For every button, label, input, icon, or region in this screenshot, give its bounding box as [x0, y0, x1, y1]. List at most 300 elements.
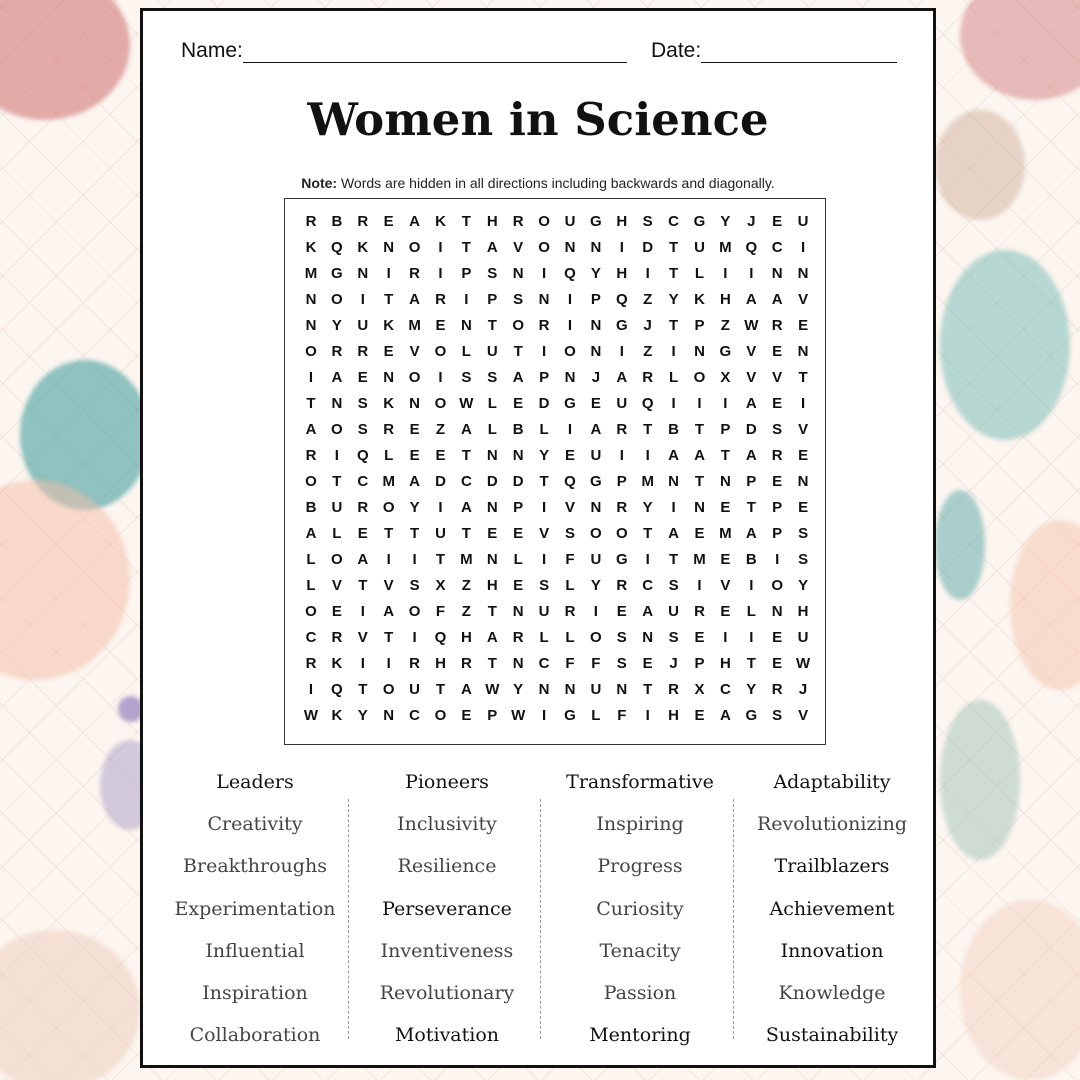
grid-letter[interactable]: D [642, 239, 654, 256]
grid-letter[interactable]: F [591, 655, 601, 672]
grid-letter[interactable]: U [331, 499, 343, 516]
grid-letter[interactable]: N [486, 447, 498, 464]
grid-letter[interactable]: L [306, 551, 316, 568]
grid-letter[interactable]: H [616, 213, 628, 230]
grid-letter[interactable]: I [645, 707, 650, 724]
grid-letter[interactable]: N [305, 317, 317, 334]
grid-letter[interactable]: R [409, 655, 421, 672]
grid-letter[interactable]: I [619, 343, 624, 360]
grid-letter[interactable]: T [461, 213, 471, 230]
grid-letter[interactable]: I [412, 629, 417, 646]
grid-letter[interactable]: U [357, 317, 369, 334]
grid-letter[interactable]: I [697, 577, 702, 594]
grid-letter[interactable]: S [668, 577, 679, 594]
grid-letter[interactable]: R [616, 421, 628, 438]
grid-letter[interactable]: H [719, 291, 731, 308]
grid-letter[interactable]: T [384, 629, 394, 646]
grid-letter[interactable]: I [438, 239, 443, 256]
grid-letter[interactable]: W [303, 707, 319, 724]
grid-letter[interactable]: Z [643, 343, 653, 360]
grid-letter[interactable]: H [486, 577, 498, 594]
grid-letter[interactable]: D [486, 473, 498, 490]
grid-letter[interactable]: S [513, 291, 524, 308]
grid-letter[interactable]: G [564, 395, 576, 412]
grid-letter[interactable]: N [357, 265, 369, 282]
grid-letter[interactable]: X [435, 577, 446, 594]
grid-letter[interactable]: U [797, 213, 809, 230]
grid-letter[interactable]: P [616, 473, 627, 490]
grid-letter[interactable]: O [512, 317, 525, 334]
grid-letter[interactable]: X [694, 681, 705, 698]
grid-letter[interactable]: O [305, 473, 317, 490]
grid-letter[interactable]: S [798, 551, 809, 568]
grid-letter[interactable]: U [616, 395, 628, 412]
grid-letter[interactable]: R [771, 681, 783, 698]
grid-letter[interactable]: A [331, 369, 343, 386]
grid-letter[interactable]: E [357, 525, 368, 542]
grid-letter[interactable]: L [487, 421, 497, 438]
grid-letter[interactable]: N [512, 447, 524, 464]
grid-letter[interactable]: A [460, 681, 472, 698]
grid-letter[interactable]: P [694, 317, 705, 334]
grid-letter[interactable]: T [694, 421, 705, 438]
grid-letter[interactable]: E [357, 369, 368, 386]
grid-letter[interactable]: O [771, 577, 784, 594]
grid-letter[interactable]: I [542, 707, 547, 724]
grid-letter[interactable]: Y [357, 707, 368, 724]
grid-letter[interactable]: V [798, 291, 809, 308]
grid-letter[interactable]: I [386, 265, 391, 282]
grid-letter[interactable]: B [305, 499, 317, 516]
grid-letter[interactable]: T [746, 655, 756, 672]
grid-letter[interactable]: N [383, 239, 395, 256]
grid-letter[interactable]: S [461, 369, 472, 386]
grid-letter[interactable]: H [486, 213, 498, 230]
grid-letter[interactable]: A [305, 421, 317, 438]
grid-letter[interactable]: O [331, 551, 343, 568]
grid-letter[interactable]: V [539, 525, 550, 542]
grid-letter[interactable]: T [306, 395, 316, 412]
grid-letter[interactable]: I [645, 265, 650, 282]
grid-letter[interactable]: Z [461, 577, 471, 594]
grid-letter[interactable]: P [720, 421, 731, 438]
grid-letter[interactable]: I [412, 551, 417, 568]
grid-letter[interactable]: P [513, 499, 524, 516]
grid-letter[interactable]: R [694, 603, 705, 620]
grid-letter[interactable]: E [513, 525, 524, 542]
grid-letter[interactable]: L [565, 577, 575, 594]
grid-letter[interactable]: D [745, 421, 757, 438]
grid-letter[interactable]: N [409, 395, 421, 412]
grid-letter[interactable]: A [745, 291, 757, 308]
grid-letter[interactable]: D [538, 395, 550, 412]
grid-letter[interactable]: I [723, 395, 728, 412]
grid-letter[interactable]: T [669, 265, 679, 282]
grid-letter[interactable]: C [668, 213, 680, 230]
grid-letter[interactable]: A [409, 291, 421, 308]
grid-letter[interactable]: E [720, 499, 731, 516]
grid-letter[interactable]: O [434, 343, 447, 360]
grid-letter[interactable]: C [642, 577, 654, 594]
grid-letter[interactable]: R [357, 343, 369, 360]
grid-letter[interactable]: M [719, 525, 732, 542]
grid-letter[interactable]: L [694, 265, 705, 282]
grid-letter[interactable]: H [668, 707, 680, 724]
grid-letter[interactable]: O [564, 343, 576, 360]
grid-letter[interactable]: T [669, 317, 679, 334]
grid-letter[interactable]: R [771, 447, 783, 464]
grid-letter[interactable]: V [409, 343, 420, 360]
grid-letter[interactable]: I [593, 603, 598, 620]
grid-letter[interactable]: R [460, 655, 472, 672]
grid-letter[interactable]: O [538, 239, 550, 256]
grid-letter[interactable]: N [486, 499, 498, 516]
grid-letter[interactable]: I [334, 447, 339, 464]
grid-letter[interactable]: I [542, 551, 547, 568]
grid-letter[interactable]: T [643, 421, 653, 438]
grid-letter[interactable]: S [616, 629, 627, 646]
grid-letter[interactable]: T [643, 681, 653, 698]
grid-letter[interactable]: S [487, 265, 498, 282]
grid-letter[interactable]: V [798, 421, 809, 438]
grid-letter[interactable]: E [694, 629, 705, 646]
grid-letter[interactable]: O [331, 421, 343, 438]
grid-letter[interactable]: Q [745, 239, 758, 256]
grid-letter[interactable]: M [460, 551, 473, 568]
grid-letter[interactable]: P [772, 499, 783, 516]
grid-letter[interactable]: N [564, 239, 576, 256]
grid-letter[interactable]: N [512, 603, 524, 620]
grid-letter[interactable]: Q [564, 473, 576, 490]
grid-letter[interactable]: A [616, 369, 628, 386]
grid-letter[interactable]: V [798, 707, 809, 724]
grid-letter[interactable]: Q [331, 681, 343, 698]
grid-letter[interactable]: I [775, 551, 780, 568]
grid-letter[interactable]: N [512, 265, 524, 282]
grid-letter[interactable]: O [408, 603, 421, 620]
grid-letter[interactable]: Y [513, 681, 524, 698]
grid-letter[interactable]: G [745, 707, 758, 724]
grid-letter[interactable]: N [383, 369, 395, 386]
grid-letter[interactable]: O [382, 681, 395, 698]
grid-letter[interactable]: M [408, 317, 421, 334]
grid-letter[interactable]: A [409, 213, 421, 230]
grid-letter[interactable]: N [797, 473, 809, 490]
grid-letter[interactable]: E [409, 447, 420, 464]
grid-letter[interactable]: V [357, 629, 368, 646]
grid-letter[interactable]: T [669, 239, 679, 256]
grid-letter[interactable]: O [693, 369, 706, 386]
grid-letter[interactable]: S [357, 421, 368, 438]
grid-letter[interactable]: A [357, 551, 369, 568]
grid-letter[interactable]: T [461, 447, 471, 464]
grid-letter[interactable]: A [745, 525, 757, 542]
grid-letter[interactable]: S [409, 577, 420, 594]
grid-letter[interactable]: V [383, 577, 394, 594]
grid-letter[interactable]: E [435, 447, 446, 464]
grid-letter[interactable]: N [538, 291, 550, 308]
grid-letter[interactable]: G [331, 265, 343, 282]
grid-letter[interactable]: L [513, 551, 523, 568]
grid-letter[interactable]: C [409, 707, 421, 724]
grid-letter[interactable]: C [357, 473, 369, 490]
grid-letter[interactable]: T [332, 473, 342, 490]
grid-letter[interactable]: E [720, 551, 731, 568]
grid-letter[interactable]: R [668, 681, 680, 698]
grid-letter[interactable]: N [486, 551, 498, 568]
grid-letter[interactable]: A [745, 395, 757, 412]
grid-letter[interactable]: A [460, 499, 472, 516]
grid-letter[interactable]: N [590, 239, 602, 256]
grid-letter[interactable]: A [668, 525, 680, 542]
grid-letter[interactable]: N [383, 707, 395, 724]
grid-letter[interactable]: E [642, 655, 653, 672]
grid-letter[interactable]: A [460, 421, 472, 438]
grid-letter[interactable]: I [697, 395, 702, 412]
grid-letter[interactable]: O [382, 499, 395, 516]
grid-letter[interactable]: U [694, 239, 705, 256]
grid-letter[interactable]: U [409, 681, 421, 698]
grid-letter[interactable]: P [487, 707, 498, 724]
grid-letter[interactable]: N [460, 317, 472, 334]
grid-letter[interactable]: I [671, 499, 676, 516]
grid-letter[interactable]: L [539, 421, 549, 438]
grid-letter[interactable]: T [694, 473, 705, 490]
grid-letter[interactable]: W [511, 707, 526, 724]
grid-letter[interactable]: U [797, 629, 809, 646]
grid-letter[interactable]: Y [409, 499, 420, 516]
grid-letter[interactable]: I [542, 343, 547, 360]
grid-letter[interactable]: C [305, 629, 317, 646]
grid-letter[interactable]: M [304, 265, 318, 282]
grid-letter[interactable]: M [382, 473, 395, 490]
grid-letter[interactable]: S [798, 525, 809, 542]
grid-letter[interactable]: W [485, 681, 500, 698]
grid-letter[interactable]: N [331, 395, 343, 412]
grid-letter[interactable]: N [771, 265, 783, 282]
grid-letter[interactable]: Z [643, 291, 653, 308]
grid-letter[interactable]: G [564, 707, 576, 724]
grid-letter[interactable]: O [538, 213, 550, 230]
grid-letter[interactable]: R [616, 577, 628, 594]
grid-letter[interactable]: I [360, 603, 365, 620]
grid-letter[interactable]: P [590, 291, 601, 308]
grid-letter[interactable]: S [668, 629, 679, 646]
grid-letter[interactable]: R [331, 629, 343, 646]
grid-letter[interactable]: B [745, 551, 757, 568]
grid-letter[interactable]: I [308, 681, 314, 698]
grid-letter[interactable]: E [564, 447, 575, 464]
grid-letter[interactable]: R [357, 213, 369, 230]
grid-letter[interactable]: A [305, 525, 317, 542]
grid-letter[interactable]: H [460, 629, 472, 646]
grid-letter[interactable]: K [331, 707, 343, 724]
grid-letter[interactable]: I [723, 265, 728, 282]
grid-letter[interactable]: I [749, 629, 754, 646]
grid-letter[interactable]: T [435, 551, 446, 568]
grid-letter[interactable]: P [772, 525, 783, 542]
grid-letter[interactable]: R [409, 265, 421, 282]
grid-letter[interactable]: Q [641, 395, 654, 412]
grid-letter[interactable]: R [383, 421, 395, 438]
grid-letter[interactable]: L [669, 369, 679, 386]
grid-letter[interactable]: X [720, 369, 731, 386]
grid-letter[interactable]: I [464, 291, 469, 308]
grid-letter[interactable]: Z [720, 317, 730, 334]
grid-letter[interactable]: I [567, 291, 573, 308]
grid-letter[interactable]: R [771, 317, 783, 334]
grid-letter[interactable]: T [798, 369, 808, 386]
grid-letter[interactable]: L [591, 707, 601, 724]
grid-letter[interactable]: F [565, 551, 575, 568]
grid-letter[interactable]: I [619, 239, 624, 256]
grid-letter[interactable]: F [617, 707, 627, 724]
grid-letter[interactable]: A [512, 369, 524, 386]
grid-letter[interactable]: M [641, 473, 654, 490]
grid-letter[interactable]: K [383, 395, 395, 412]
grid-letter[interactable]: I [386, 655, 391, 672]
grid-letter[interactable]: G [719, 343, 732, 360]
grid-letter[interactable]: N [616, 681, 628, 698]
grid-letter[interactable]: Y [720, 213, 731, 230]
grid-letter[interactable]: B [512, 421, 524, 438]
grid-letter[interactable]: T [410, 525, 420, 542]
grid-letter[interactable]: O [331, 291, 343, 308]
grid-letter[interactable]: A [642, 603, 654, 620]
grid-letter[interactable]: E [331, 603, 342, 620]
date-field[interactable] [651, 39, 897, 63]
grid-letter[interactable]: N [590, 499, 602, 516]
grid-letter[interactable]: E [694, 707, 705, 724]
grid-letter[interactable]: N [564, 681, 576, 698]
grid-letter[interactable]: V [513, 239, 524, 256]
grid-letter[interactable]: T [358, 577, 368, 594]
grid-letter[interactable]: L [746, 603, 756, 620]
grid-letter[interactable]: U [668, 603, 680, 620]
grid-letter[interactable]: T [487, 655, 497, 672]
grid-letter[interactable]: L [461, 343, 471, 360]
grid-letter[interactable]: N [590, 343, 602, 360]
grid-letter[interactable]: U [590, 551, 602, 568]
grid-letter[interactable]: R [305, 655, 317, 672]
grid-letter[interactable]: I [801, 395, 806, 412]
grid-letter[interactable]: N [590, 317, 602, 334]
grid-letter[interactable]: O [615, 525, 628, 542]
grid-letter[interactable]: I [567, 317, 573, 334]
grid-letter[interactable]: A [383, 603, 395, 620]
grid-letter[interactable]: G [590, 473, 602, 490]
grid-letter[interactable]: V [746, 343, 757, 360]
grid-letter[interactable]: I [438, 265, 443, 282]
grid-letter[interactable]: H [435, 655, 446, 672]
grid-letter[interactable]: E [513, 577, 524, 594]
grid-letter[interactable]: E [409, 421, 420, 438]
grid-letter[interactable]: V [331, 577, 342, 594]
grid-letter[interactable]: T [720, 447, 730, 464]
grid-letter[interactable]: E [616, 603, 627, 620]
grid-letter[interactable]: Y [539, 447, 550, 464]
grid-letter[interactable]: E [383, 343, 394, 360]
grid-letter[interactable]: E [590, 395, 601, 412]
grid-letter[interactable]: T [461, 525, 471, 542]
grid-letter[interactable]: G [615, 317, 628, 334]
grid-letter[interactable]: R [305, 447, 317, 464]
grid-letter[interactable]: J [591, 369, 601, 386]
grid-letter[interactable]: R [331, 343, 343, 360]
grid-letter[interactable]: P [694, 655, 705, 672]
grid-letter[interactable]: E [772, 655, 783, 672]
grid-letter[interactable]: N [771, 603, 783, 620]
grid-letter[interactable]: T [461, 239, 471, 256]
grid-letter[interactable]: F [565, 655, 575, 672]
grid-letter[interactable]: R [357, 499, 369, 516]
grid-letter[interactable]: K [357, 239, 369, 256]
grid-letter[interactable]: K [435, 213, 446, 230]
grid-letter[interactable]: N [694, 499, 705, 516]
grid-letter[interactable]: T [669, 551, 679, 568]
grid-letter[interactable]: L [306, 577, 316, 594]
grid-letter[interactable]: Q [356, 447, 369, 464]
grid-letter[interactable]: K [331, 655, 343, 672]
grid-letter[interactable]: V [720, 577, 731, 594]
grid-letter[interactable]: I [645, 551, 650, 568]
grid-letter[interactable]: U [590, 681, 602, 698]
grid-letter[interactable]: V [564, 499, 575, 516]
grid-letter[interactable]: T [358, 681, 368, 698]
grid-letter[interactable]: A [668, 447, 680, 464]
grid-letter[interactable]: I [749, 577, 754, 594]
grid-letter[interactable]: N [538, 681, 550, 698]
grid-letter[interactable]: R [435, 291, 446, 308]
grid-letter[interactable]: Q [331, 239, 343, 256]
grid-letter[interactable]: I [671, 395, 676, 412]
grid-letter[interactable]: Y [590, 577, 601, 594]
grid-letter[interactable]: R [564, 603, 576, 620]
grid-letter[interactable]: J [798, 681, 808, 698]
grid-letter[interactable]: A [771, 291, 783, 308]
grid-letter[interactable]: T [746, 499, 756, 516]
grid-letter[interactable]: P [539, 369, 550, 386]
grid-letter[interactable]: A [409, 473, 421, 490]
grid-letter[interactable]: E [798, 499, 809, 516]
grid-letter[interactable]: U [435, 525, 446, 542]
grid-letter[interactable]: H [616, 265, 628, 282]
grid-letter[interactable]: E [772, 343, 783, 360]
grid-letter[interactable]: N [719, 473, 731, 490]
grid-letter[interactable]: O [305, 603, 317, 620]
grid-letter[interactable]: S [772, 421, 783, 438]
grid-letter[interactable]: A [694, 447, 705, 464]
grid-letter[interactable]: D [435, 473, 446, 490]
grid-letter[interactable]: B [331, 213, 343, 230]
grid-letter[interactable]: N [512, 655, 524, 672]
grid-letter[interactable]: E [513, 395, 524, 412]
grid-letter[interactable]: O [590, 525, 602, 542]
grid-letter[interactable]: O [305, 343, 317, 360]
grid-letter[interactable]: O [590, 629, 602, 646]
grid-letter[interactable]: A [486, 239, 498, 256]
grid-letter[interactable]: E [772, 395, 783, 412]
grid-letter[interactable]: Z [461, 603, 471, 620]
grid-letter[interactable]: L [332, 525, 342, 542]
grid-letter[interactable]: A [719, 707, 731, 724]
grid-letter[interactable]: U [564, 213, 576, 230]
grid-letter[interactable]: R [538, 317, 550, 334]
grid-letter[interactable]: E [720, 603, 731, 620]
grid-letter[interactable]: T [513, 343, 523, 360]
grid-letter[interactable]: O [408, 239, 421, 256]
grid-letter[interactable]: Y [668, 291, 679, 308]
